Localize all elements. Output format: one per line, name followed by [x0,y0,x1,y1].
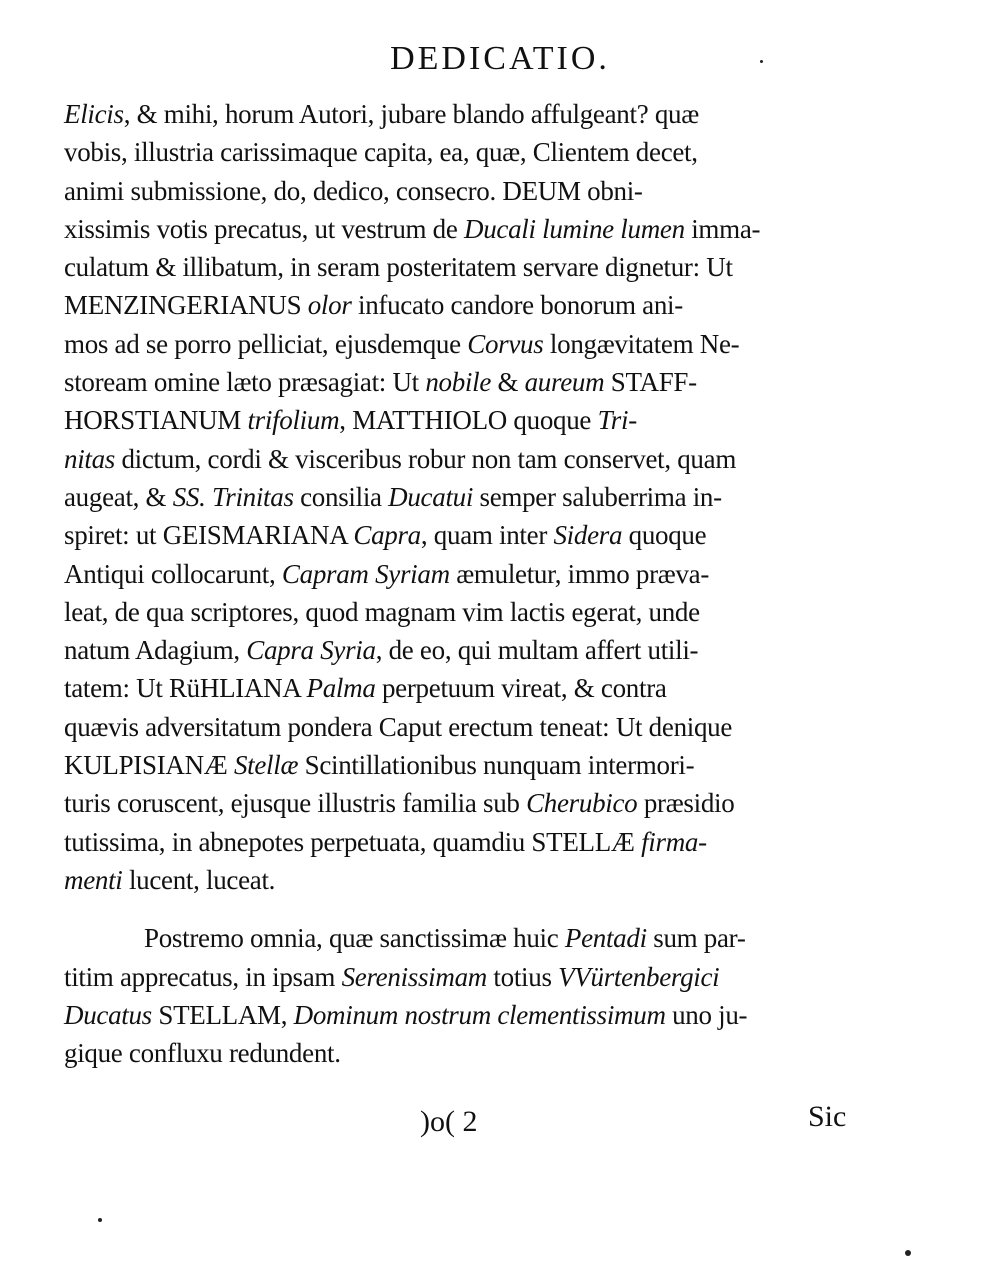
text-run: Scintillationibus nunquam intermori- [298,750,695,781]
text-line [64,248,864,286]
text-run: MENZINGERIANUS [64,290,308,321]
italic-run: Palma [306,673,376,704]
italic-run: Stellæ [233,750,299,781]
italic-run: Sidera [553,520,623,551]
text-run: , & mihi, horum Autori, jubare blando affulgeant? quæ [123,99,699,129]
italic-run: SS. Trinitas [172,481,294,512]
text-line [64,823,864,861]
text-run: KULPISIANÆ [64,750,234,781]
italic-run: Corvus [467,328,544,359]
italic-run: VVürtenbergici [558,961,720,992]
text-run: quævis adversitatum pondera Caput erectum teneat: Ut denique [64,711,733,742]
text-run: longævitatem Ne- [543,328,740,359]
italic-run: trifolium [247,405,340,436]
italic-run: Capram Syriam [281,558,450,589]
text-run: , MATTHIOLO quoque [339,405,598,436]
italic-run: Capra Syria [246,635,376,666]
text-run: præsidio [637,788,735,819]
ink-speck [98,1218,102,1222]
text-run: turis coruscent, ejusque illustris familia sub [64,788,527,819]
italic-run: olor [307,290,352,321]
text-run: Antiqui collocarunt, [64,558,282,589]
text-line [64,1034,864,1072]
text-run: quoque [622,520,707,551]
text-run: culatum & illibatum, in seram posteritatem servare dignetur: Ut [64,252,733,283]
text-run: spiret: ut GEISMARIANA [64,520,354,551]
text-run: gique confluxu redundent. [64,1038,341,1069]
text-run: consilia [293,481,389,512]
text-run: & [491,367,525,398]
ink-speck [760,60,763,63]
text-run: uno ju- [665,999,748,1030]
text-line [64,631,864,669]
italic-run: Elicis [64,99,124,129]
text-run: lucent, luceat. [122,864,276,895]
text-line [64,919,864,957]
text-run: tatem: Ut RüHLIANA [64,673,307,704]
text-run: animi submissione, do, dedico, consecro. DEUM obni- [64,175,643,206]
text-line [64,401,864,439]
text-line [64,95,864,133]
text-run: stoream omine læto præsagiat: Ut [64,367,426,398]
text-line [64,958,864,996]
italic-run: nitas [64,443,116,474]
ink-speck [905,1250,911,1256]
text-line [64,593,864,631]
italic-run: Ducali lumine lumen [464,213,685,244]
text-run: tutissima, in abnepotes perpetuata, quamdiu STELLÆ [64,826,642,857]
text-run: , quam inter [420,520,554,551]
text-run: HORSTIANUM [64,405,248,436]
text-line [64,555,864,593]
text-line [64,286,864,324]
italic-run: Capra [353,520,421,551]
text-line [64,669,864,707]
text-line [64,516,864,554]
text-line [64,708,864,746]
italic-run: Ducatui [388,481,474,512]
italic-run: Dominum nostrum clementissimum [293,999,666,1030]
italic-run: Ducatus [64,999,152,1030]
italic-run: aureum [524,367,605,398]
text-run: mos ad se porro pelliciat, ejusdemque [64,328,468,359]
text-line [64,861,864,899]
text-run: , de eo, qui multam affert utili- [375,635,699,666]
text-line [64,478,864,516]
text-run: semper saluberrima in- [473,481,722,512]
text-line [64,210,864,248]
text-line [64,440,864,478]
italic-run: Cherubico [526,788,638,819]
text-run: STELLAM, [151,999,294,1030]
text-run: infucato candore bonorum ani- [351,290,683,321]
text-run: leat, de qua scriptores, quod magnam vim lactis egerat, unde [64,596,700,627]
text-line [64,133,864,171]
dedication-text [64,95,864,1072]
running-head: DEDICATIO. [390,40,610,77]
text-run: natum Adagium, [64,635,247,666]
text-line [64,996,864,1034]
text-run: dictum, cordi & visceribus robur non tam conservet, quam [115,443,737,474]
text-line [64,172,864,210]
text-run: imma- [684,213,761,244]
text-line [64,784,864,822]
italic-run: Tri- [597,405,637,436]
text-run: titim apprecatus, in ipsam [64,961,342,992]
text-run: totius [486,961,559,992]
text-run: Postremo omnia, quæ sanctissimæ huic [144,923,565,954]
text-run: sum par- [646,923,746,954]
text-line [64,363,864,401]
text-run: vobis, illustria carissimaque capita, ea, quæ, Clientem decet, [64,137,698,168]
text-run: augeat, & [64,481,173,512]
text-run: xissimis votis precatus, ut vestrum de [64,213,465,244]
italic-run: nobile [425,367,491,398]
italic-run: menti [64,864,123,895]
signature-mark: )o( 2 [420,1105,478,1138]
catchword: Sic [808,1100,847,1133]
italic-run: Serenissimam [341,961,487,992]
text-run: perpetuum vireat, & contra [375,673,667,704]
italic-run: Pentadi [564,923,647,954]
text-line [64,325,864,363]
italic-run: firma- [641,826,707,857]
text-run: æmuletur, immo præva- [449,558,710,589]
text-run: STAFF- [604,367,697,398]
text-line [64,746,864,784]
